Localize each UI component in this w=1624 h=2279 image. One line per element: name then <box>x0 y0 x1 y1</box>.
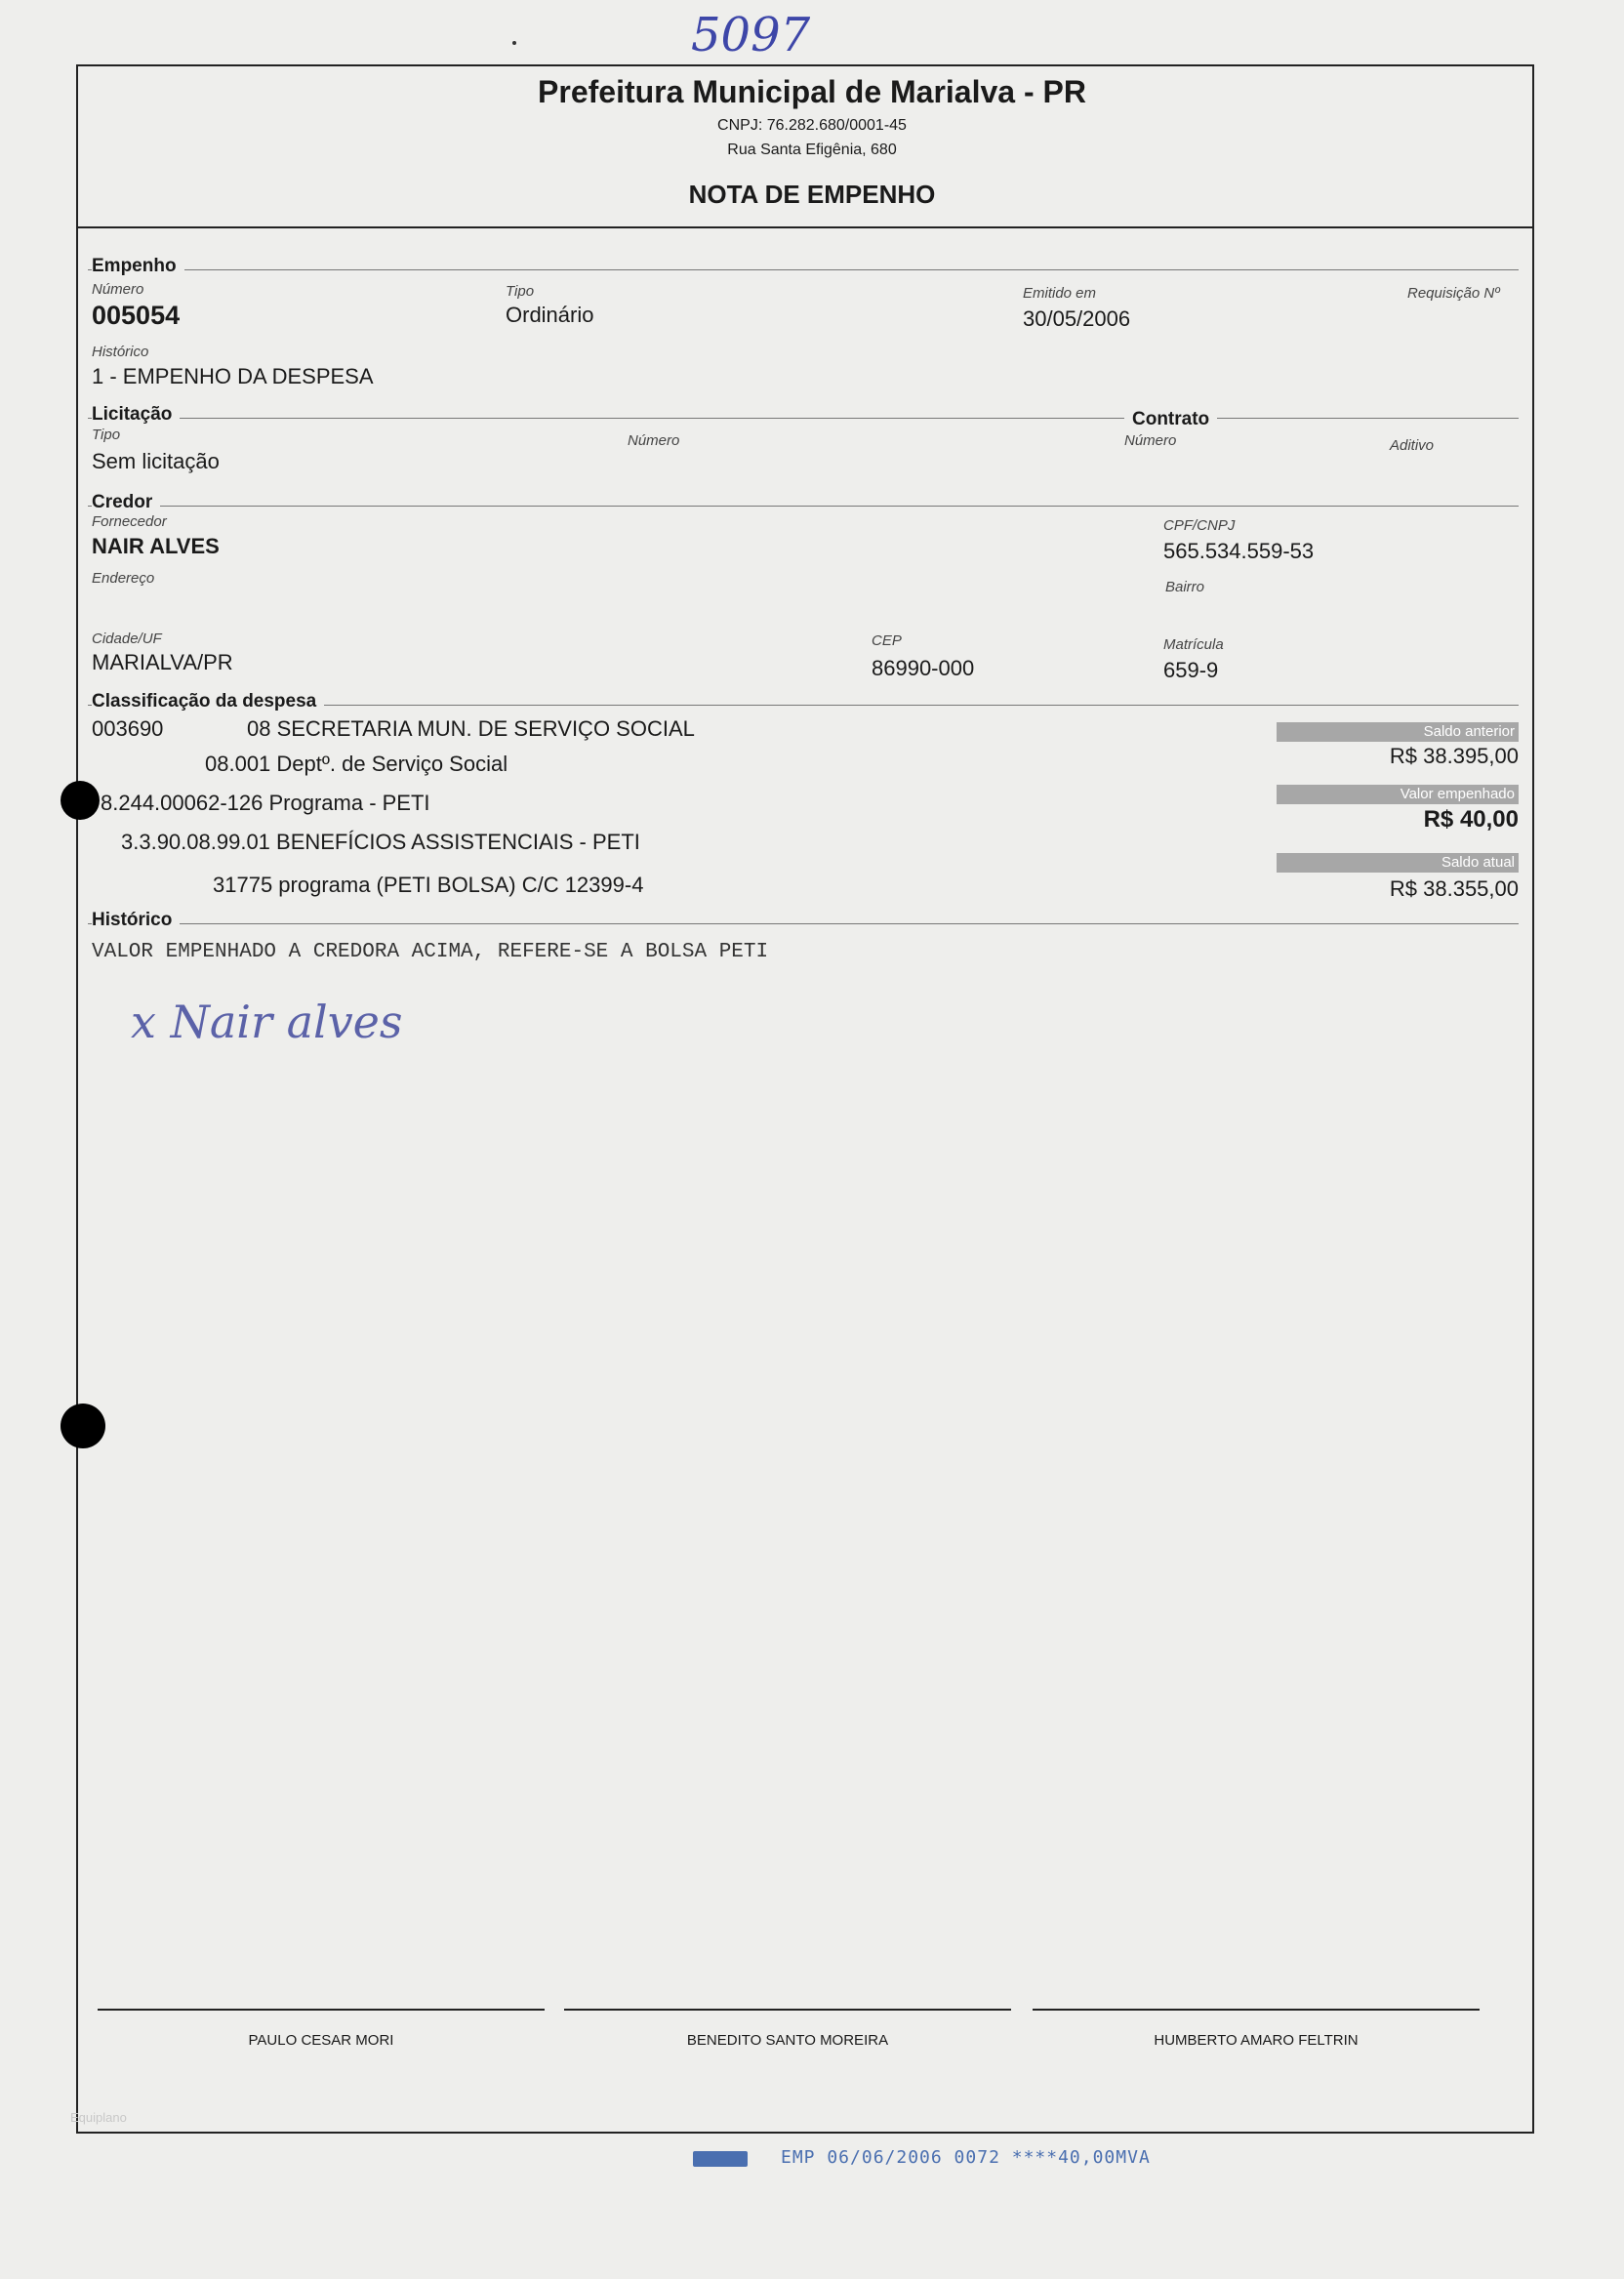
tick-mark <box>512 41 516 45</box>
licitacao-rule <box>88 418 1519 419</box>
saldo-atual-label: Saldo atual <box>1441 854 1515 871</box>
cidade-label: Cidade/UF <box>92 631 162 647</box>
historico-text: VALOR EMPENHADO A CREDORA ACIMA, REFERE-SE A BOLSA PETI <box>92 941 769 963</box>
bairro-label: Bairro <box>1165 579 1205 595</box>
signature-line-3 <box>1033 2009 1480 2011</box>
licitacao-numero-label: Número <box>628 432 680 449</box>
signatory-2: BENEDITO SANTO MOREIRA <box>686 2032 889 2049</box>
empenho-section: Empenho <box>92 256 184 277</box>
empenho-numero: 005054 <box>92 301 181 330</box>
licitacao-tipo: Sem licitação <box>92 449 220 473</box>
requisicao-label: Requisição Nº <box>1407 285 1500 302</box>
class-line2: 08.001 Deptº. de Serviço Social <box>205 752 508 776</box>
class-line5: 31775 programa (PETI BOLSA) C/C 12399-4 <box>213 873 644 897</box>
licitacao-section: Licitação <box>92 404 180 426</box>
historico-section: Histórico <box>92 910 180 931</box>
signature-line-1 <box>98 2009 545 2011</box>
cep-label: CEP <box>872 632 902 649</box>
page-title: Prefeitura Municipal de Marialva - PR <box>538 74 1086 109</box>
empenho-rule <box>88 269 1519 270</box>
handwritten-number: 5097 <box>691 8 811 62</box>
cep-value: 86990-000 <box>872 656 975 680</box>
signatory-1: PAULO CESAR MORI <box>248 2032 394 2049</box>
saldo-atual-bar <box>1277 853 1519 873</box>
emitido-date: 30/05/2006 <box>1023 306 1131 331</box>
class-line3: 8.244.00062-126 Programa - PETI <box>101 791 430 815</box>
saldo-anterior-label: Saldo anterior <box>1423 723 1515 740</box>
saldo-anterior-value: R$ 38.395,00 <box>1389 744 1519 768</box>
historico-rule <box>88 923 1519 924</box>
stamp-logo <box>693 2151 748 2167</box>
cpf-label: CPF/CNPJ <box>1163 517 1236 534</box>
valor-empenhado-bar <box>1277 785 1519 804</box>
credor-rule <box>88 506 1519 507</box>
empenho-tipo-label: Tipo <box>506 283 535 300</box>
body-frame <box>76 226 1534 2134</box>
fornecedor-label: Fornecedor <box>92 513 167 530</box>
empenho-historico: 1 - EMPENHO DA DESPESA <box>92 364 374 388</box>
cnpj: CNPJ: 76.282.680/0001-45 <box>717 117 907 134</box>
signature-line-2 <box>564 2009 1011 2011</box>
matricula-value: 659-9 <box>1163 658 1219 682</box>
footer-brand: Equiplano <box>70 2110 127 2125</box>
licitacao-tipo-label: Tipo <box>92 427 121 443</box>
class-line4: 3.3.90.08.99.01 BENEFÍCIOS ASSISTENCIAIS - PETI <box>121 830 640 854</box>
address: Rua Santa Efigênia, 680 <box>727 142 897 158</box>
document-title: NOTA DE EMPENHO <box>688 180 936 209</box>
endereco-label: Endereço <box>92 570 155 587</box>
empenho-numero-label: Número <box>92 281 144 298</box>
handwritten-signature: x Nair alves <box>131 996 403 1048</box>
protocol-stamp: EMP 06/06/2006 0072 ****40,00MVA <box>781 2147 1151 2168</box>
classificacao-section: Classificação da despesa <box>92 691 324 712</box>
valor-empenhado-label: Valor empenhado <box>1400 786 1515 802</box>
matricula-label: Matrícula <box>1163 636 1224 653</box>
cidade-value: MARIALVA/PR <box>92 650 233 674</box>
class-line1-code: 003690 <box>92 716 164 741</box>
contrato-numero-label: Número <box>1124 432 1177 449</box>
valor-empenhado-value: R$ 40,00 <box>1423 806 1519 833</box>
fornecedor-name: NAIR ALVES <box>92 534 220 558</box>
emitido-label: Emitido em <box>1023 285 1097 302</box>
saldo-anterior-bar <box>1277 722 1519 742</box>
aditivo-label: Aditivo <box>1390 437 1435 454</box>
credor-section: Credor <box>92 492 160 513</box>
cpf-value: 565.534.559-53 <box>1163 539 1315 563</box>
punch-hole-top <box>61 781 100 820</box>
empenho-historico-label: Histórico <box>92 344 149 360</box>
saldo-atual-value: R$ 38.355,00 <box>1389 876 1519 901</box>
class-line1-text: 08 SECRETARIA MUN. DE SERVIÇO SOCIAL <box>247 716 695 741</box>
contrato-section: Contrato <box>1124 409 1217 430</box>
empenho-tipo: Ordinário <box>506 303 594 327</box>
signatory-3: HUMBERTO AMARO FELTRIN <box>1154 2032 1359 2049</box>
punch-hole-bottom <box>61 1404 105 1448</box>
